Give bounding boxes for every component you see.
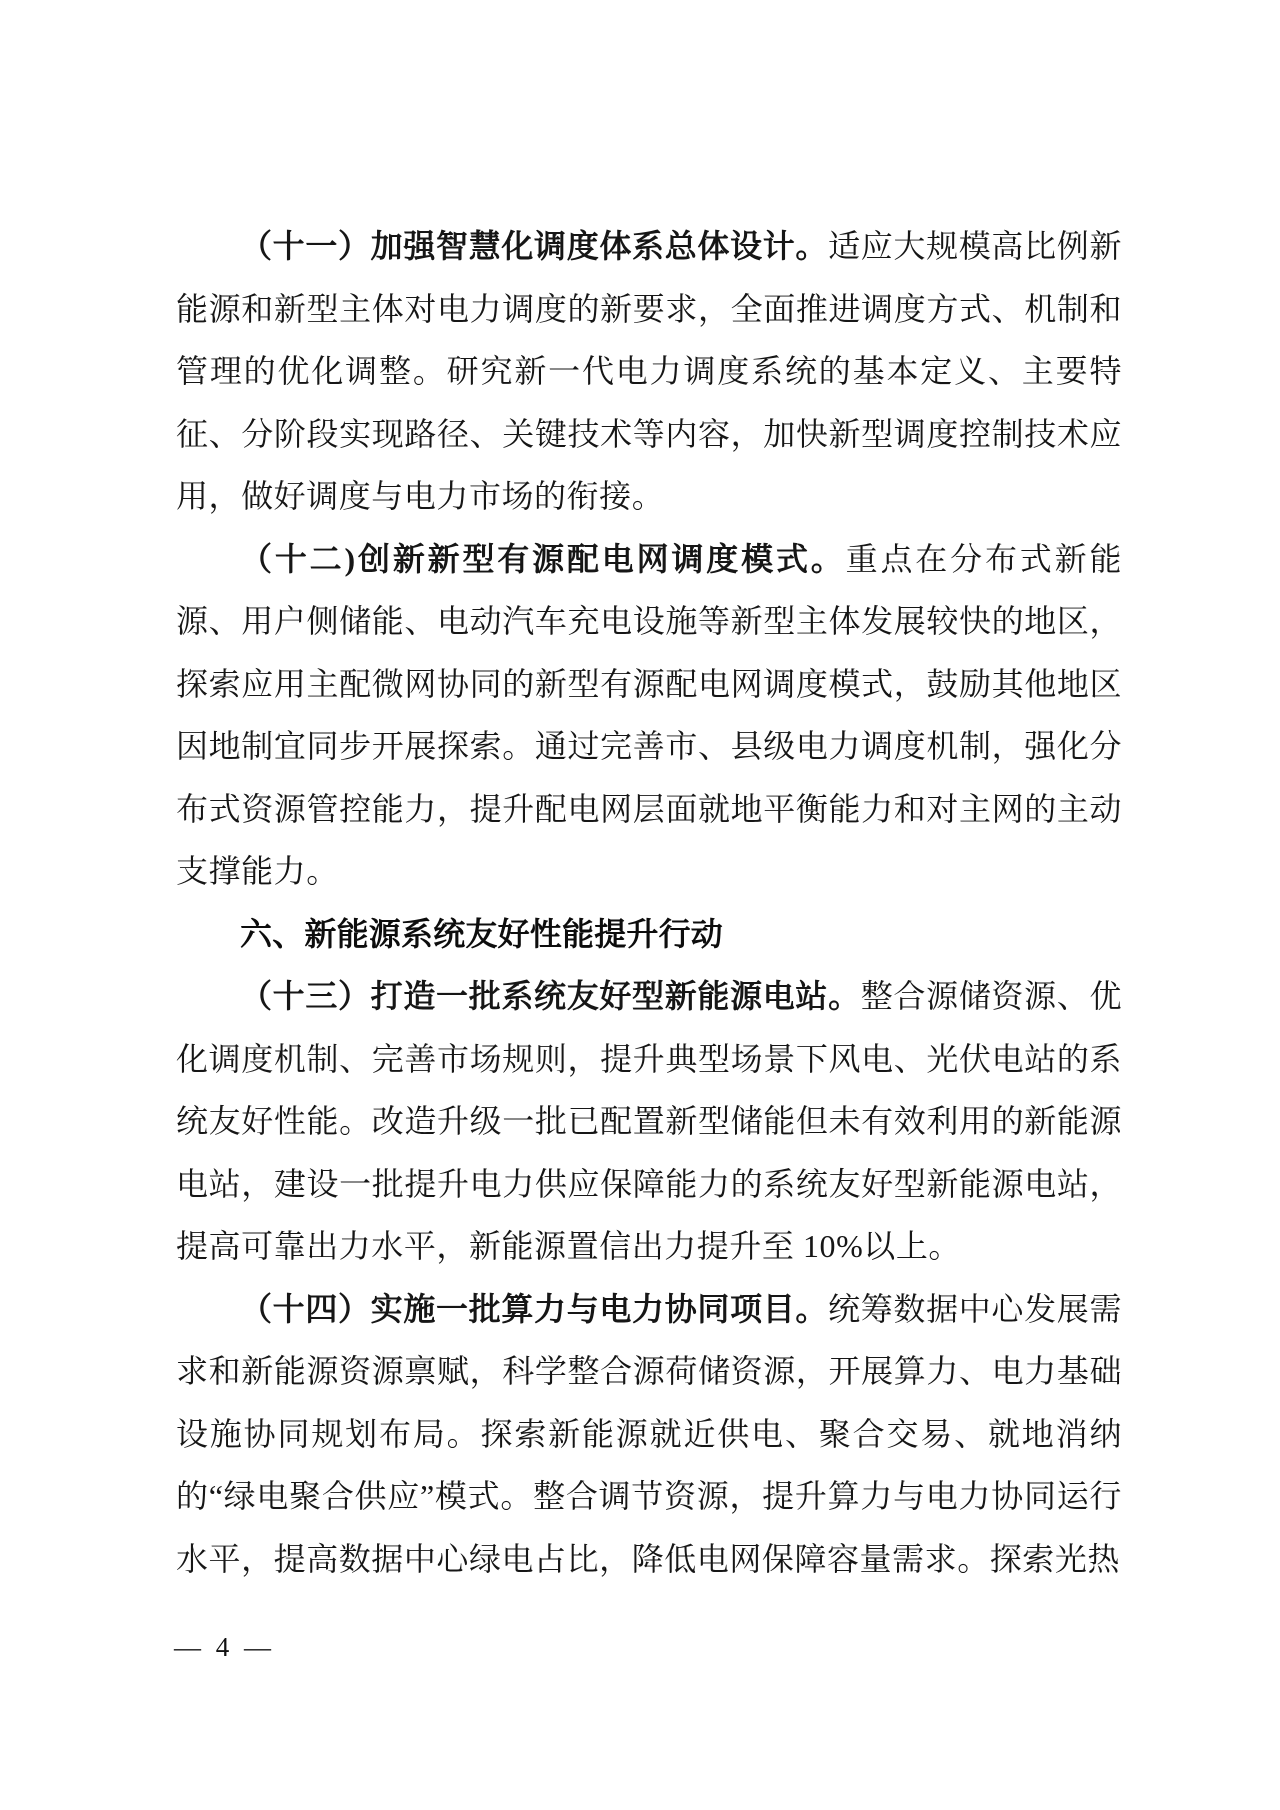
page-number: — 4 — <box>174 1632 275 1662</box>
paragraph-14-lead: （十四）实施一批算力与电力协同项目。 <box>240 1290 829 1327</box>
paragraph-13-body: 整合源储资源、优化调度机制、完善市场规则，提升典型场景下风电、光伏电站的系统友好性能。改造升级一批已配置新型储能但未有效利用的新能源电站，建设一批提升电力供应保障能力的系统友好型新能源电站，提高可靠出力水平，新能源置信出力提升至 10%以上。 <box>176 978 1122 1264</box>
paragraph-14 <box>176 1278 1122 1591</box>
paragraph-12-body: 重点在分布式新能源、用户侧储能、电动汽车充电设施等新型主体发展较快的地区，探索应用主配微网协同的新型有源配电网调度模式，鼓励其他地区因地制宜同步开展探索。通过完善市、县级电力调度机制，强化分布式资源管控能力，提升配电网层面就地平衡能力和对主网的主动支撑能力。 <box>176 540 1122 889</box>
paragraph-11 <box>176 215 1122 528</box>
paragraph-13-lead: （十三）打造一批系统友好型新能源电站。 <box>240 978 861 1014</box>
section-heading-6: 六、新能源系统友好性能提升行动 <box>240 915 724 952</box>
paragraph-11-lead: （十一）加强智慧化调度体系总体设计。 <box>240 228 829 264</box>
paragraph-13 <box>176 965 1122 1278</box>
paragraph-14-body: 统筹数据中心发展需求和新能源资源禀赋，科学整合源荷储资源，开展算力、电力基础设施协同规划布局。探索新能源就近供电、聚合交易、就地消纳的“绿电聚合供应”模式。整合调节资源，提升算力与电力协同运行水平，提高数据中心绿电占比，降低电网保障容量需求。探索光热 <box>176 1290 1122 1577</box>
text-block <box>176 215 1122 1590</box>
paragraph-12-lead: （十二)创新新型有源配电网调度模式。 <box>240 540 846 577</box>
paragraph-11-body: 适应大规模高比例新能源和新型主体对电力调度的新要求，全面推进调度方式、机制和管理的优化调整。研究新一代电力调度系统的基本定义、主要特征、分阶段实现路径、关键技术等内容，加快新型调度控制技术应用，做好调度与电力市场的衔接。 <box>176 228 1122 514</box>
paragraph-12 <box>176 528 1122 903</box>
